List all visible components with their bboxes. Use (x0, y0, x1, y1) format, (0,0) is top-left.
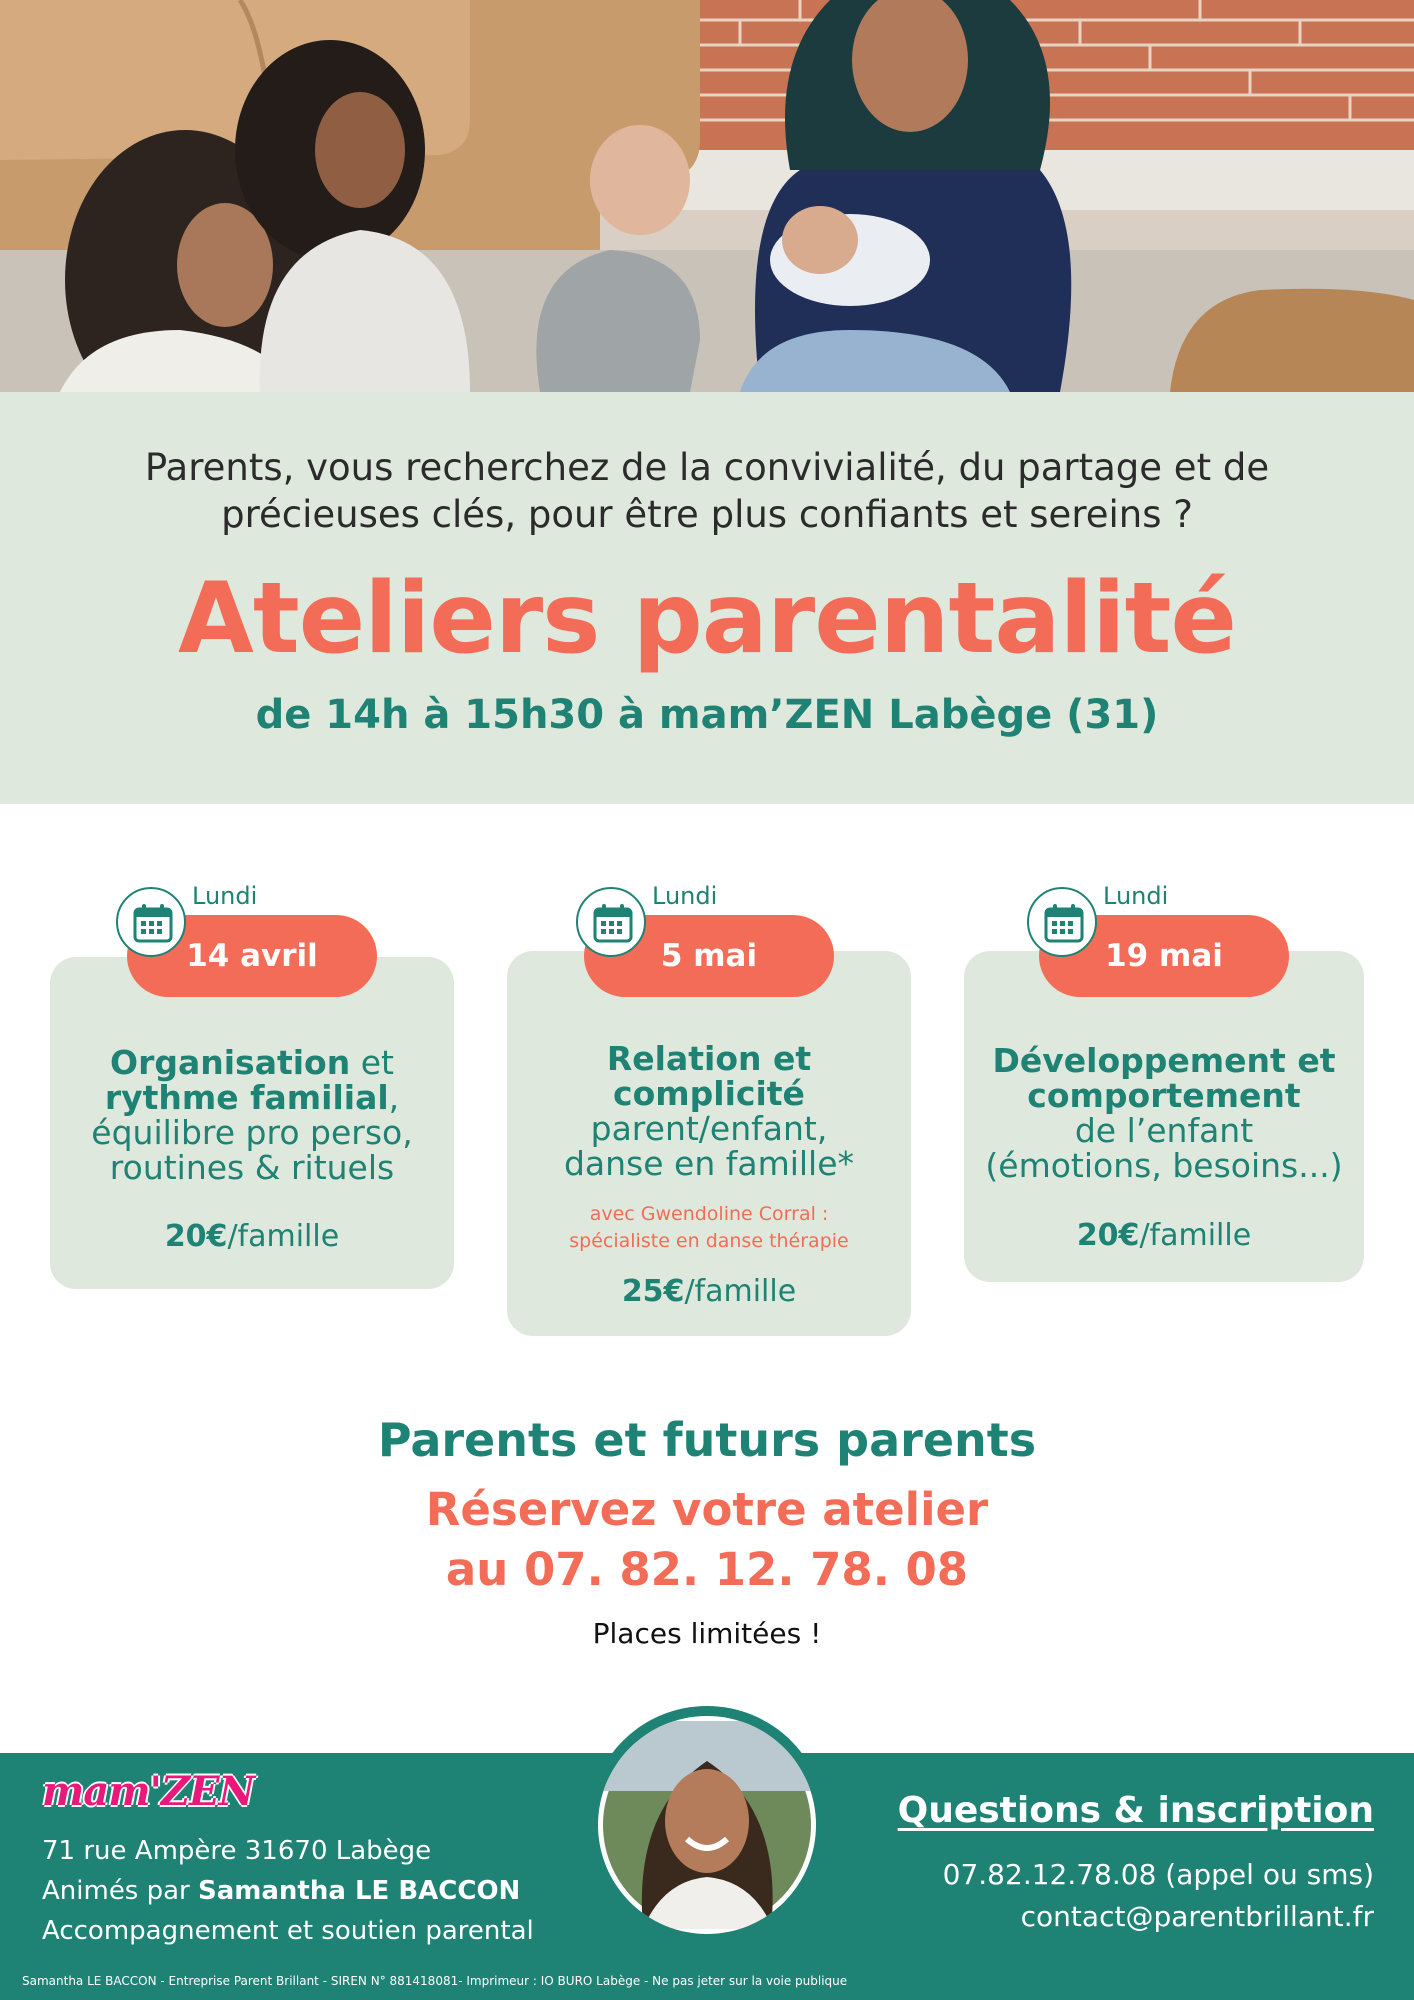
schedule-subtitle: de 14h à 15h30 à mam’ZEN Labège (31) (255, 692, 1159, 738)
workshop-2-topic-bold-1: Relation et (606, 1039, 812, 1078)
workshop-2-note-line-2: spécialiste en danse thérapie (569, 1230, 849, 1252)
workshop-3-topic-line-4: (émotions, besoins...) (985, 1146, 1343, 1185)
workshop-1-topic-rest-2: , (388, 1078, 400, 1117)
audience-heading: Parents et futurs parents (377, 1413, 1037, 1467)
limited-places-note: Places limitées ! (592, 1617, 822, 1650)
mamzen-logo: mam'ZEN (42, 1768, 255, 1815)
workshop-1-topic-rest-1: et (350, 1043, 394, 1082)
workshop-3-topic (964, 1043, 1364, 1183)
workshop-1-day: Lundi (192, 882, 258, 910)
workshop-1-topic-line-4: routines & rituels (109, 1148, 395, 1187)
animator-name: Samantha LE BACCON (198, 1876, 521, 1906)
workshop-1-topic-line-3: équilibre pro perso, (91, 1113, 413, 1152)
questions-heading: Questions & inscription (897, 1790, 1374, 1831)
reservation-phone[interactable]: au 07. 82. 12. 78. 08 (445, 1543, 969, 1596)
workshop-2-price (507, 1274, 911, 1309)
workshop-1-date: 14 avril (127, 915, 377, 997)
animator-photo (598, 1716, 816, 1934)
animator-portrait (603, 1721, 811, 1929)
animated-by-label: Animés par (42, 1876, 199, 1906)
workshop-2-price-value: 25€ (621, 1274, 685, 1309)
calendar-icon (576, 887, 646, 957)
reservation-heading: Réservez votre atelier (425, 1483, 989, 1536)
workshop-3-day: Lundi (1103, 882, 1169, 910)
workshop-2-guest-note (507, 1201, 911, 1255)
workshop-1-topic-bold-2: rythme familial (104, 1078, 389, 1117)
intro-line-2: précieuses clés, pour être plus confiants et sereins ? (221, 493, 1193, 536)
page-title: Ateliers parentalité (178, 562, 1236, 676)
workshop-2-day: Lundi (652, 882, 718, 910)
workshop-3-topic-bold-2: comportement (1027, 1076, 1301, 1115)
intro-line-1: Parents, vous recherchez de la convivialité, du partage et de (144, 446, 1270, 489)
animator-line (42, 1876, 520, 1906)
workshop-2-topic-line-3: parent/enfant, (590, 1109, 828, 1148)
service-tagline: Accompagnement et soutien parental (42, 1916, 534, 1946)
workshop-2-date: 5 mai (584, 915, 834, 997)
workshop-2-topic (507, 1041, 911, 1181)
workshop-2-note-line-1: avec Gwendoline Corral : (589, 1203, 829, 1225)
workshop-3-date: 19 mai (1039, 915, 1289, 997)
workshop-3-topic-bold-1: Développement et (992, 1041, 1336, 1080)
workshop-3-price-value: 20€ (1076, 1218, 1140, 1253)
workshop-card-2 (507, 951, 911, 1336)
reservation-block (0, 1480, 1414, 1600)
hero-photo (0, 0, 1414, 392)
intro-question (60, 444, 1354, 538)
workshop-1-price (50, 1219, 454, 1254)
calendar-icon (116, 887, 186, 957)
workshop-3-topic-line-3: de l’enfant (1074, 1111, 1254, 1150)
workshop-1-topic (50, 1045, 454, 1185)
contact-email[interactable]: contact@parentbrillant.fr (1020, 1900, 1374, 1933)
workshop-1-topic-bold-1: Organisation (110, 1043, 351, 1082)
workshop-1-price-unit: /famille (227, 1219, 340, 1254)
workshop-card-3 (964, 951, 1364, 1282)
venue-address: 71 rue Ampère 31670 Labège (42, 1836, 432, 1866)
workshop-3-price (964, 1218, 1364, 1253)
workshop-2-price-unit: /famille (684, 1274, 797, 1309)
workshop-3-price-unit: /famille (1139, 1218, 1252, 1253)
intro-band (0, 392, 1414, 804)
calendar-icon (1027, 887, 1097, 957)
workshop-card-1 (50, 957, 454, 1289)
workshop-1-price-value: 20€ (164, 1219, 228, 1254)
workshop-2-topic-bold-2: complicité (613, 1074, 805, 1113)
legal-notice: Samantha LE BACCON - Entreprise Parent Brillant - SIREN N° 881418081- Imprimeur : IO BURO Labège - Ne pas jeter sur la voie publique (22, 1974, 848, 1988)
contact-phone[interactable]: 07.82.12.78.08 (appel ou sms) (942, 1858, 1374, 1891)
hero-illustration (0, 0, 1414, 392)
workshop-2-topic-line-4: danse en famille* (563, 1144, 855, 1183)
